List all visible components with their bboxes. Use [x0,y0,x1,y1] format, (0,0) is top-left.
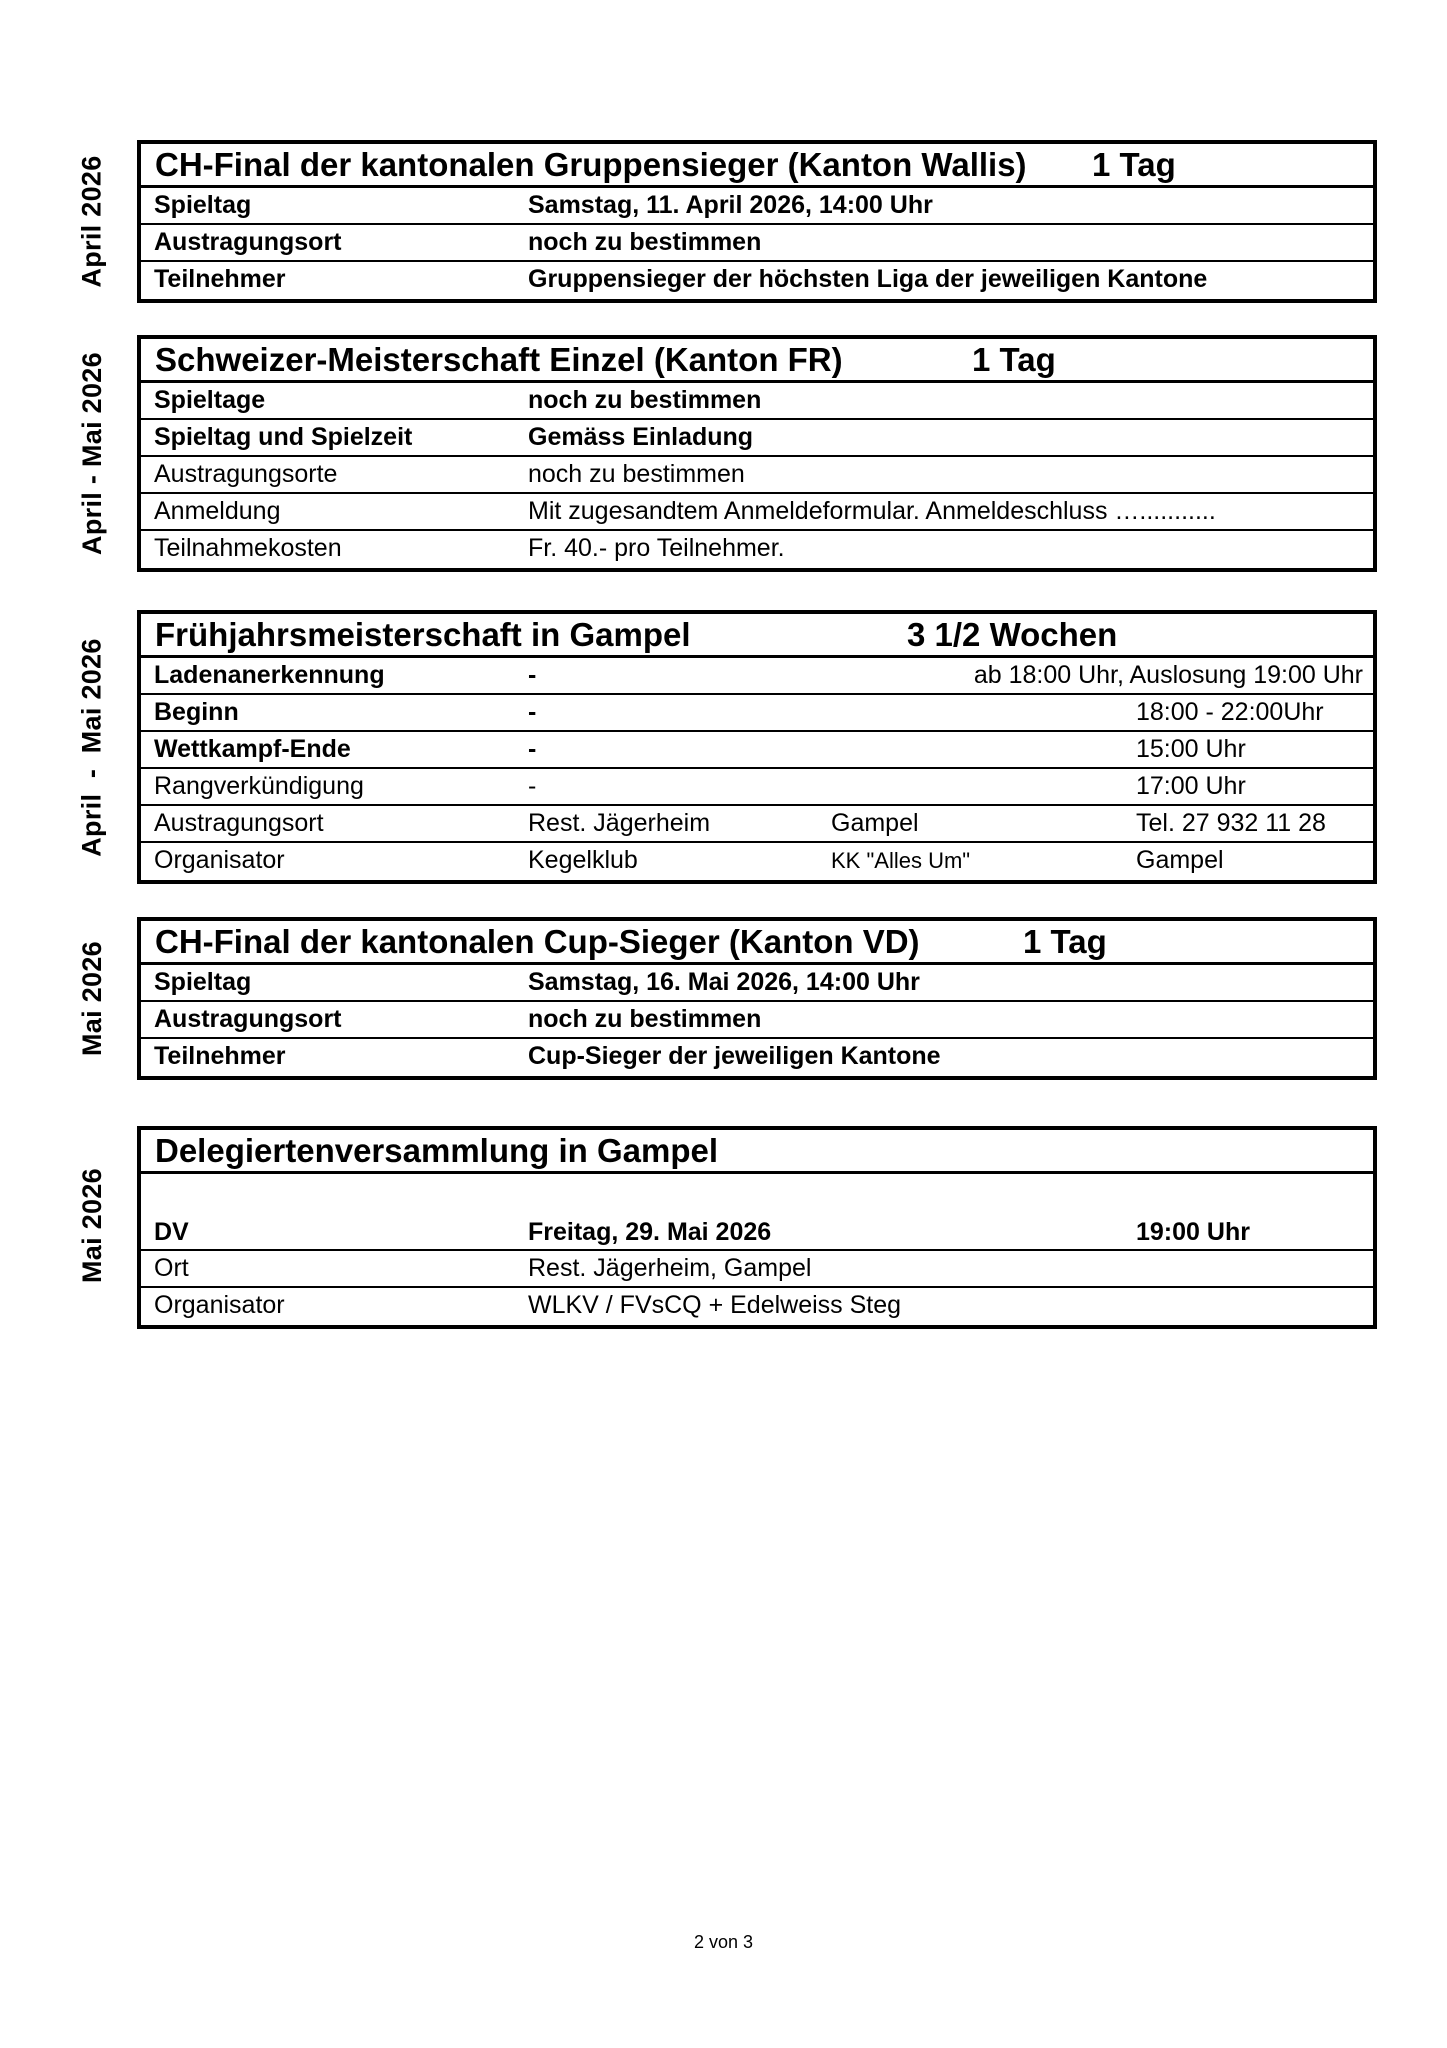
event-box-schweizer-meisterschaft [137,335,1377,572]
event-header [141,921,1373,965]
table-row: Austragungsort noch zu bestimmen [141,225,1373,262]
table-row: DV Freitag, 29. Mai 2026 19:00 Uhr [141,1174,1373,1251]
event-duration: 3 1/2 Wochen [907,616,1118,653]
table-row: Wettkampf-Ende - 15:00 Uhr [141,732,1373,769]
side-label-april-mai-2026: April - Mai 2026 [76,637,107,857]
table-row: Organisator WLKV / FVsCQ + Edelweiss Steg [154,1291,902,1319]
event-header [141,144,1373,188]
side-label-mai-2026: Mai 2026 [76,940,107,1056]
table-row: Spieltag Samstag, 11. April 2026, 14:00 Uhr [141,188,1373,225]
event-duration: 1 Tag [1023,923,1107,960]
table-row: Ladenanerkennung - ab 18:00 Uhr, Auslosung 19:00 Uhr [141,658,1373,695]
page-number: 2 von 3 [693,1932,754,1952]
table-row: Teilnehmer Cup-Sieger der jeweiligen Kantone [154,1042,941,1070]
event-duration: 1 Tag [972,341,1056,378]
event-duration: 1 Tag [1092,146,1176,183]
event-title: Schweizer-Meisterschaft Einzel (Kanton FR) [155,341,843,378]
table-row: Austragungsort Rest. Jägerheim Gampel Tel. 27 932 11 28 [141,806,1373,843]
event-box-cup-sieger [137,917,1377,1080]
event-box-fruehjahrsmeisterschaft [137,610,1377,884]
table-row: Ort Rest. Jägerheim, Gampel [141,1251,1373,1288]
side-label-mai-2026: Mai 2026 [76,1167,107,1283]
table-row: Beginn - 18:00 - 22:00Uhr [141,695,1373,732]
table-row: Spieltag und Spielzeit Gemäss Einladung [141,420,1373,457]
event-title: CH-Final der kantonalen Gruppensieger (Kanton Wallis) [155,146,1027,183]
event-title: CH-Final der kantonalen Cup-Sieger (Kanton VD) [155,923,920,960]
table-row: Anmeldung Mit zugesandtem Anmeldeformular. Anmeldeschluss …........... [141,494,1373,531]
event-header [141,614,1373,658]
event-title: Frühjahrsmeisterschaft in Gampel [155,616,691,653]
table-row: Spieltag Samstag, 16. Mai 2026, 14:00 Uhr [141,965,1373,1002]
table-row: Teilnehmer Gruppensieger der höchsten Liga der jeweiligen Kantone [154,265,1208,293]
table-row: Organisator Kegelklub KK "Alles Um" Gampel [154,846,1224,874]
side-label-april-2026: April 2026 [76,154,107,288]
event-header [141,339,1373,383]
table-row: Austragungsort noch zu bestimmen [141,1002,1373,1039]
event-box-gruppensieger [137,140,1377,303]
table-row: Rangverkündigung - 17:00 Uhr [141,769,1373,806]
event-title: Delegiertenversammlung in Gampel [155,1132,719,1169]
table-row: Spieltage noch zu bestimmen [141,383,1373,420]
table-row: Austragungsorte noch zu bestimmen [141,457,1373,494]
side-label-april-mai-2026: April - Mai 2026 [76,351,107,555]
event-box-delegiertenversammlung [137,1126,1377,1329]
event-header [141,1130,1373,1174]
table-row: Teilnahmekosten Fr. 40.- pro Teilnehmer. [154,534,785,562]
